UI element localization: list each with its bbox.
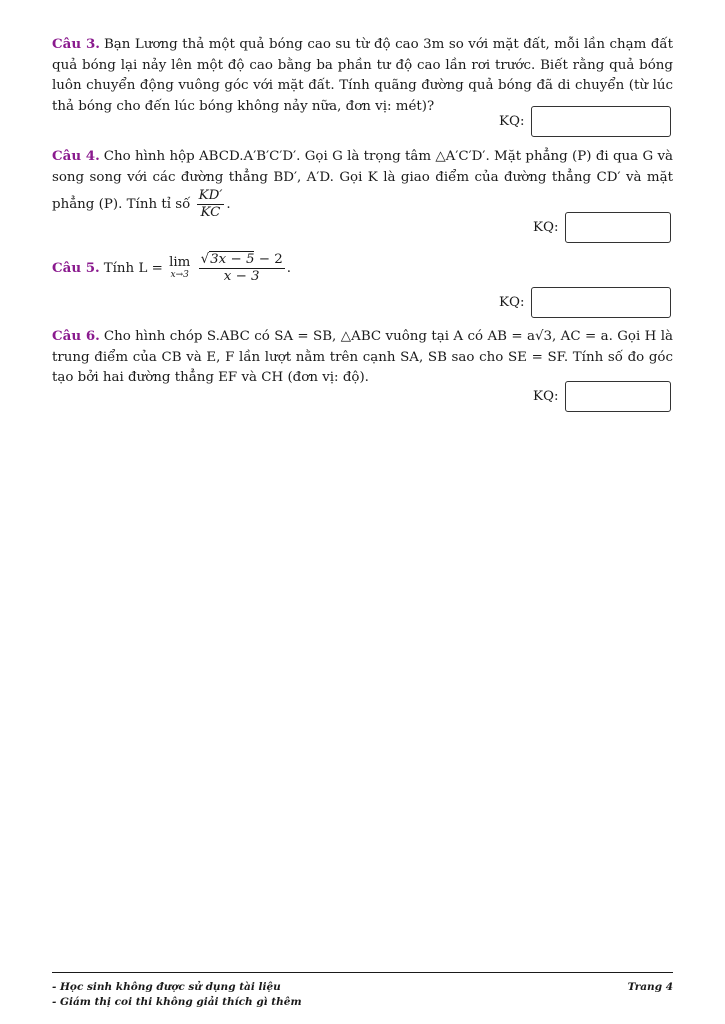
exam-page	[52, 0, 673, 1024]
footer-note-2: - Giám thị coi thi không giải thích gì thêm	[52, 996, 302, 1008]
question-6-text: Cho hình chóp S.ABC có SA = SB, △ABC vuông tại A có AB = a√3, AC = a. Gọi H là trung điểm của CB và E, F lần lượt nằm trên cạnh SA, SB sao cho SE = SF. Tính số đo góc tạo bởi hai đường thẳng EF và CH (đơn vị: độ).	[52, 329, 673, 385]
limit-fraction	[199, 252, 285, 285]
page-number: Trang 4	[627, 981, 673, 993]
answer-label-6: KQ:	[533, 389, 559, 404]
answer-label-3: KQ:	[499, 114, 525, 129]
limit-denominator: x − 3	[223, 269, 260, 284]
answer-label-4: KQ:	[533, 220, 559, 235]
sqrt-radicand: 3x − 5	[210, 252, 255, 267]
answer-label-5: KQ:	[499, 295, 525, 310]
question-5: Câu 5. Tính L = lim x→3 $\frac{√3x - 5 - 2}{x - 3}$ .	[52, 252, 292, 284]
question-4: Câu 4. Cho hình hộp ABCD.A′B′C′D′. Gọi G là trọng tâm △A′C′D′. Mặt phẳng (P) đi qua G và song song với các đường thẳng BD′, A′D. Gọi K là giao điểm của đường thẳng CD′ và mặt phẳng (P). Tính tỉ số $\frac{KD'}{KC}$ .	[52, 148, 673, 220]
answer-row-5	[499, 287, 671, 318]
question-5-text: Tính L =	[103, 261, 163, 276]
limit-operator	[169, 254, 191, 281]
numerator-rest: − 2	[258, 252, 283, 267]
answer-row-6	[533, 381, 671, 412]
answer-box-5[interactable]	[531, 287, 671, 318]
ratio-numerator: KD′	[198, 188, 223, 203]
question-6	[52, 326, 673, 389]
question-5-label: Câu 5.	[52, 260, 100, 276]
limit-word: lim	[169, 254, 191, 270]
question-6-label: Câu 6.	[52, 328, 100, 344]
limit-numerator: √3x − 5 − 2	[200, 252, 283, 267]
answer-box-6[interactable]	[565, 381, 671, 412]
ratio-denominator: KC	[200, 205, 221, 220]
ratio-fraction	[197, 188, 225, 221]
answer-row-4	[533, 212, 671, 243]
answer-row-3	[499, 106, 671, 137]
question-4-label: Câu 4.	[52, 148, 100, 164]
question-3	[52, 34, 673, 117]
question-3-text: Bạn Lương thả một quả bóng cao su từ độ cao 3m so với mặt đất, mỗi lần chạm đất quả bóng lại nảy lên một độ cao bằng ba phần tư độ cao lần rơi trước. Biết rằng quả bóng luôn chuyển động vuông góc với mặt đất. Tính quãng đường quả bóng đã di chuyển (từ lúc thả bóng cho đến lúc bóng không nảy nữa, đơn vị: mét)?	[52, 37, 673, 114]
answer-box-4[interactable]	[565, 212, 671, 243]
question-3-label: Câu 3.	[52, 36, 100, 52]
question-4-text: Cho hình hộp ABCD.A′B′C′D′. Gọi G là trọng tâm △A′C′D′. Mặt phẳng (P) đi qua G và song song với các đường thẳng BD′, A′D. Gọi K là giao điểm của đường thẳng CD′ và mặt phẳng (P). Tính tỉ số	[52, 149, 673, 212]
limit-subscript: x→3	[170, 269, 189, 280]
footer-rule	[52, 972, 673, 973]
footer-note-1: - Học sinh không được sử dụng tài liệu	[52, 981, 281, 993]
answer-box-3[interactable]	[531, 106, 671, 137]
